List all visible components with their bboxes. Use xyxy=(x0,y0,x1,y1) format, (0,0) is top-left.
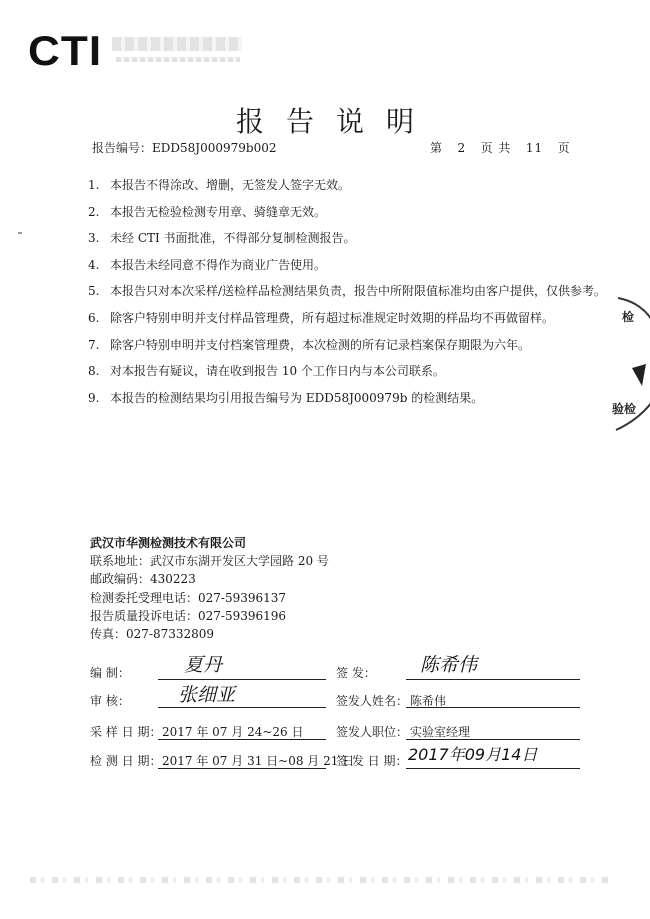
issue-date-handwritten: 2017年09月14日 xyxy=(408,745,538,764)
page-suffix: 页 xyxy=(557,141,571,155)
test-date-label: 检 测 日 期： xyxy=(90,754,162,768)
reviewed-line xyxy=(158,707,326,708)
page-title: 报告说明 xyxy=(235,105,436,138)
page-mid: 页 共 xyxy=(480,141,512,155)
page-prefix: 第 xyxy=(430,141,444,155)
company-address: 联系地址：武汉市东湖开发区大学园路 20 号 xyxy=(90,554,329,569)
note-item: 3. 未经 CTI 书面批准，不得部分复制检测报告。 xyxy=(88,231,356,246)
company-complaint-phone: 报告质量投诉电话：027-59396196 xyxy=(90,608,287,623)
note-item: 1. 本报告不得涂改、增删，无签发人签字无效。 xyxy=(88,178,351,192)
note-item: 7. 除客户特别申明并支付档案管理费，本次检测的所有记录档案保存期限为六年。 xyxy=(88,337,531,352)
prepared-label: 编 制： xyxy=(90,666,130,680)
company-info xyxy=(90,534,329,643)
issue-date-line xyxy=(406,768,580,769)
sampling-date: 2017 年 07 月 24~26 日 xyxy=(162,725,304,739)
cti-logo: CTI xyxy=(28,27,103,74)
stamp-fragment xyxy=(612,290,650,440)
issue-date-label: 签 发 日 期： xyxy=(336,754,408,768)
issuer-name-label: 签发人姓名： xyxy=(336,694,409,708)
page-total: 11 xyxy=(525,141,544,155)
issuer-name-line xyxy=(406,707,580,708)
note-item: 4. 本报告未经同意不得作为商业广告使用。 xyxy=(88,257,327,272)
company-postcode: 邮政编码：430223 xyxy=(90,572,196,587)
stamp-text-2: 验检 xyxy=(612,402,637,416)
issuer-name: 陈希伟 xyxy=(410,694,447,708)
company-fax: 传真：027-87332809 xyxy=(90,627,215,642)
note-item: 9. 本报告的检测结果均引用报告编号为 EDD58J000979b 的检测结果。 xyxy=(88,390,484,405)
prepared-signature: 夏丹 xyxy=(184,654,223,676)
page-info xyxy=(430,139,571,156)
company-entrust-phone: 检测委托受理电话：027-59396137 xyxy=(90,590,287,605)
sampling-line xyxy=(158,739,326,740)
page-current: 2 xyxy=(457,141,467,155)
issuer-signature: 陈希伟 xyxy=(420,654,478,676)
reviewed-signature: 张细亚 xyxy=(178,684,236,706)
note-item: 5. 本报告只对本次采样/送检样品检测结果负责，报告中所附限值标准均由客户提供，仅供参考。 xyxy=(88,284,607,299)
issuer-title: 实验室经理 xyxy=(410,725,471,739)
report-number: 报告编号：EDD58J000979b002 xyxy=(92,141,277,155)
test-date-line xyxy=(158,768,326,769)
reviewed-label: 审 核： xyxy=(90,694,130,708)
issuer-title-line xyxy=(406,739,580,740)
issuer-line xyxy=(406,679,580,680)
issuer-label: 签 发： xyxy=(336,666,376,680)
note-item: 6. 除客户特别申明并支付样品管理费，所有超过标准规定时效期的样品均不再做留样。 xyxy=(88,310,555,325)
scan-mark xyxy=(18,232,22,234)
note-item: 8. 对本报告有疑议，请在收到报告 10 个工作日内与本公司联系。 xyxy=(88,364,445,379)
issuer-title-label: 签发人职位： xyxy=(336,725,409,739)
stamp-text-1: 检 xyxy=(622,310,635,324)
note-item: 2. 本报告无检验检测专用章、骑缝章无效。 xyxy=(88,204,327,219)
notes-list xyxy=(88,177,607,416)
sampling-date-label: 采 样 日 期： xyxy=(90,725,162,739)
bottom-scan-artifact xyxy=(30,877,610,883)
logo-faint-subtext xyxy=(112,33,244,67)
company-name: 武汉市华测检测技术有限公司 xyxy=(90,536,247,550)
test-date: 2017 年 07 月 31 日~08 月 21 日 xyxy=(162,754,355,768)
